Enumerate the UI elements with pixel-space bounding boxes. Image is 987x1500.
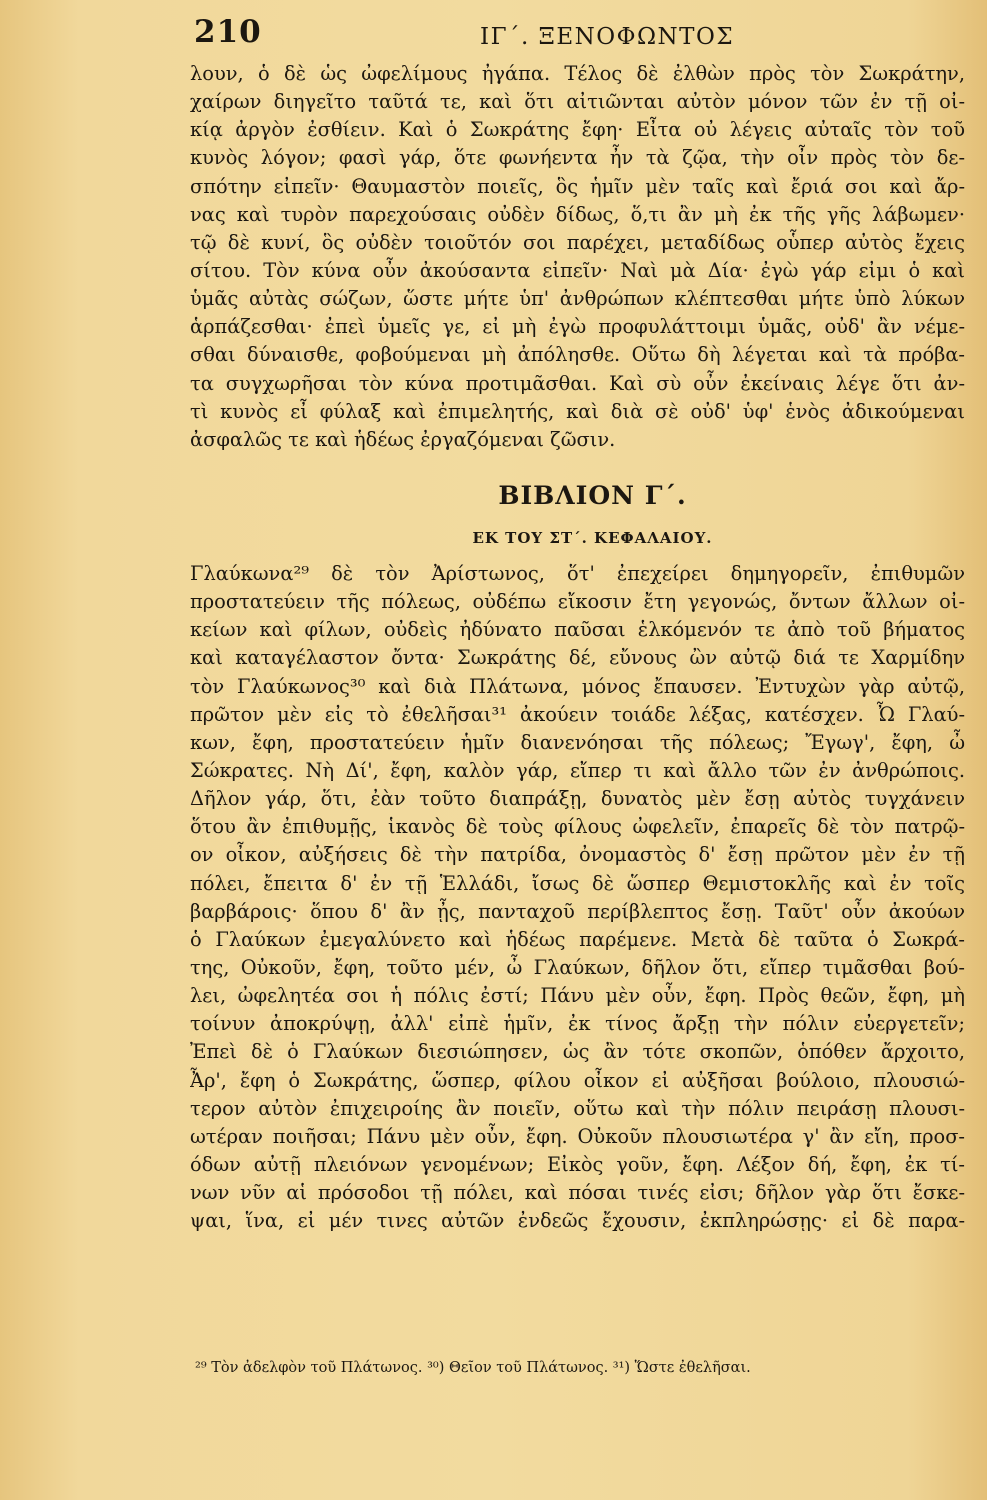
text-line: σίτου. Τὸν κύνα οὖν ἀκούσαντα εἰπεῖν· Ναὶ μὰ Δία· ἐγὼ γάρ εἰμι ὁ καὶ bbox=[190, 258, 965, 282]
text-line: κων, ἔφη, προστατεύειν ἡμῖν διανενόησαι τῆς πόλεως; Ἔγωγ', ἔφη, ὦ bbox=[190, 730, 965, 754]
text-line: Δῆλον γάρ, ὅτι, ἐὰν τοῦτο διαπράξῃ, δυνατὸς μὲν ἔσῃ αὐτὸς τυγχάνειν bbox=[190, 787, 965, 811]
text-line: λουν, ὁ δὲ ὡς ὠφελίμους ἠγάπα. Τέλος δὲ ἐλθὼν πρὸς τὸν Σωκράτην, bbox=[190, 62, 965, 85]
text-line: τὸν Γλαύκωνος³⁰ καὶ διὰ Πλάτωνα, μόνος ἔπαυσεν. Ἐντυχὼν γὰρ αὐτῷ, bbox=[190, 674, 965, 698]
text-line: προστατεύειν τῆς πόλεως, οὐδέπω εἴκοσιν ἔτη γεγονώς, ὄντων ἄλλων οἰ- bbox=[190, 590, 965, 614]
text-line: ωτέραν ποιῆσαι; Πάνυ μὲν οὖν, ἔφη. Οὐκοῦν πλουσιωτέρα γ' ἂν εἴη, προσ- bbox=[190, 1124, 965, 1148]
text-line: νας καὶ τυρὸν παρεχούσαις οὐδὲν δίδως, ὅ,τι ἂν μὴ ἐκ τῆς γῆς λάβωμεν· bbox=[190, 202, 965, 226]
running-head: ΙΓ΄. ΞΕΝΟΦΩΝΤΟΣ bbox=[480, 24, 735, 50]
section-title: ΕΚ ΤΟΥ ΣΤ΄. ΚΕΦΑΛΑΙΟΥ. bbox=[472, 528, 713, 547]
text-line: πρῶτον μὲν εἰς τὸ ἐθελῆσαι³¹ ἀκούειν τοιάδε λέξας, κατέσχεν. Ὦ Γλαύ- bbox=[190, 702, 965, 726]
text-line: τῷ δὲ κυνί, ὃς οὐδὲν τοιοῦτόν σοι παρέχει, μεταδίδως οὗπερ αὐτὸς ἔχεις bbox=[190, 230, 965, 254]
paragraph-1 bbox=[190, 60, 965, 454]
text-line: Γλαύκωνα²⁹ δὲ τὸν Ἀρίστωνος, ὅτ' ἐπεχείρει δημηγορεῖν, ἐπιθυμῶν bbox=[190, 561, 965, 585]
text-line: ἀσφαλῶς τε καὶ ἡδέως ἐργαζόμεναι ζῶσιν. bbox=[190, 427, 616, 451]
text-line: Ἆρ', ἔφη ὁ Σωκράτης, ὥσπερ, φίλου οἶκον εἰ αὐξῆσαι βούλοιο, πλουσιώ- bbox=[190, 1068, 965, 1092]
text-line: καὶ καταγέλαστον ὄντα· Σωκράτης δέ, εὔνους ὢν αὐτῷ διά τε Χαρμίδην bbox=[190, 646, 965, 670]
book-title: ΒΙΒΛΙΟΝ Γ΄. bbox=[498, 480, 687, 510]
text-line: ὁ Γλαύκων ἐμεγαλύνετο καὶ ἡδέως παρέμενε. Μετὰ δὲ ταῦτα ὁ Σωκρά- bbox=[190, 927, 965, 951]
text-line: κίᾳ ἀργὸν ἐσθίειν. Καὶ ὁ Σωκράτης ἔφη· Εἶτα οὐ λέγεις αὐταῖς τὸν τοῦ bbox=[190, 118, 965, 142]
text-line: σπότην εἰπεῖν· Θαυμαστὸν ποιεῖς, ὃς ἡμῖν μὲν ταῖς καὶ ἔριά σοι καὶ ἄρ- bbox=[190, 174, 965, 198]
text-line: της, Οὐκοῦν, ἔφη, τοῦτο μέν, ὦ Γλαύκων, δῆλον ὅτι, εἴπερ τιμᾶσθαι βού- bbox=[190, 955, 965, 979]
text-line: τοίνυν ἀποκρύψῃ, ἀλλ' εἰπὲ ἡμῖν, ἐκ τίνος ἄρξῃ τὴν πόλιν εὐεργετεῖν; bbox=[190, 1012, 965, 1036]
text-line: τερον αὐτὸν ἐπιχειροίης ἂν ποιεῖν, οὕτω καὶ τὴν πόλιν πειράσῃ πλουσι- bbox=[190, 1096, 965, 1120]
footnotes: ²⁹ Τὸν ἀδελφὸν τοῦ Πλάτωνος. ³⁰) Θεῖον τοῦ Πλάτωνος. ³¹) Ὥστε ἐθελῆσαι. bbox=[195, 1360, 751, 1376]
text-line: σθαι δύναισθε, φοβούμεναι μὴ ἀπόλησθε. Οὕτω δὴ λέγεται καὶ τὰ πρόβα- bbox=[190, 343, 965, 367]
text-line: Σώκρατες. Νὴ Δί', ἔφη, καλὸν γάρ, εἴπερ τι καὶ ἄλλο τῶν ἐν ἀνθρώποις. bbox=[190, 758, 965, 782]
text-line: τα συγχωρῆσαι τὸν κύνα προτιμᾶσθαι. Καὶ σὺ οὖν ἐκείναις λέγε ὅτι ἀν- bbox=[190, 371, 965, 395]
text-line: πόλει, ἔπειτα δ' ἐν τῇ Ἑλλάδι, ἴσως δὲ ὥσπερ Θεμιστοκλῆς καὶ ἐν τοῖς bbox=[190, 871, 965, 895]
text-line: Ἐπεὶ δὲ ὁ Γλαύκων διεσιώπησεν, ὡς ἂν τότε σκοπῶν, ὁπόθεν ἄρχοιτο, bbox=[190, 1040, 965, 1064]
text-line: ὑμᾶς αὐτὰς σώζων, ὥστε μήτε ὑπ' ἀνθρώπων κλέπτεσθαι μήτε ὑπὸ λύκων bbox=[190, 287, 965, 311]
text-line: κυνὸς λόγον; φασὶ γάρ, ὅτε φωνήεντα ἦν τὰ ζῷα, τὴν οἶν πρὸς τὸν δε- bbox=[190, 146, 965, 170]
text-line: νων νῦν αἱ πρόσοδοι τῇ πόλει, καὶ πόσαι τινές εἰσι; δῆλον γὰρ ὅτι ἔσκε- bbox=[190, 1181, 965, 1205]
paragraph-2 bbox=[190, 560, 965, 1235]
text-line: χαίρων διηγεῖτο ταῦτά τε, καὶ ὅτι αἰτιῶνται αὐτὸν μόνον τῶν ἐν τῇ οἰ- bbox=[190, 90, 965, 114]
text-line: ἁρπάζεσθαι· ἐπεὶ ὑμεῖς γε, εἰ μὴ ἐγὼ προφυλάττοιμι ὑμᾶς, οὐδ' ἂν νέμε- bbox=[190, 315, 965, 339]
page-header bbox=[0, 14, 987, 58]
text-line: ον οἶκον, αὐξήσεις δὲ τὴν πατρίδα, ὀνομαστὸς δ' ἔσῃ πρῶτον μὲν ἐν τῇ bbox=[190, 843, 965, 867]
text-line: ψαι, ἵνα, εἰ μέν τινες αὐτῶν ἐνδεῶς ἔχουσιν, ἐκπληρώσῃς· εἰ δὲ παρα- bbox=[190, 1209, 965, 1233]
text-line: ὅτου ἂν ἐπιθυμῇς, ἱκανὸς δὲ τοὺς φίλους ὠφελεῖν, ἐπαρεῖς δὲ τὸν πατρῷ- bbox=[190, 815, 965, 839]
text-line: βαρβάροις· ὅπου δ' ἂν ᾖς, πανταχοῦ περίβλεπτος ἔσῃ. Ταῦτ' οὖν ἀκούων bbox=[190, 899, 965, 923]
text-line: όδων αὐτῇ πλειόνων γενομένων; Εἰκὸς γοῦν, ἔφη. Λέξον δή, ἔφη, ἐκ τί- bbox=[190, 1152, 965, 1176]
body-text bbox=[190, 60, 965, 1235]
text-line: κείων καὶ φίλων, οὐδεὶς ἠδύνατο παῦσαι ἑλκόμενόν τε ἀπὸ τοῦ βήματος bbox=[190, 618, 965, 642]
page-number: 210 bbox=[194, 14, 262, 50]
text-line: τὶ κυνὸς εἶ φύλαξ καὶ ἐπιμελητής, καὶ διὰ σὲ οὐδ' ὑφ' ἑνὸς ἀδικούμεναι bbox=[190, 399, 965, 423]
text-line: λει, ὠφελητέα σοι ἡ πόλις ἐστί; Πάνυ μὲν οὖν, ἔφη. Πρὸς θεῶν, ἔφη, μὴ bbox=[190, 984, 965, 1008]
